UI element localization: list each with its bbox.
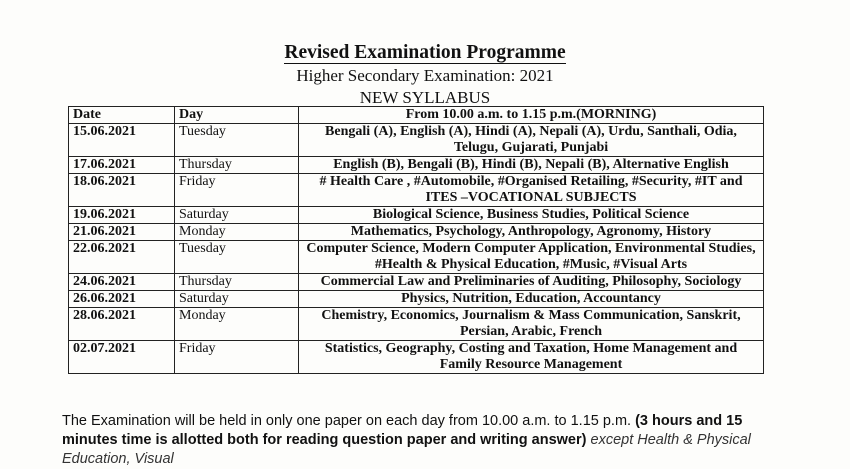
row-day: Saturday xyxy=(175,291,299,308)
table-row xyxy=(69,124,764,157)
row-date: 02.07.2021 xyxy=(69,341,175,374)
row-paper: Mathematics, Psychology, Anthropology, Agronomy, History xyxy=(299,224,764,241)
row-day: Tuesday xyxy=(175,241,299,274)
row-date: 24.06.2021 xyxy=(69,274,175,291)
syllabus-label: NEW SYLLABUS xyxy=(359,88,491,107)
document-subtitle: Higher Secondary Examination: 2021 xyxy=(296,66,554,85)
row-day: Thursday xyxy=(175,157,299,174)
table-row xyxy=(69,157,764,174)
table-row xyxy=(69,207,764,224)
row-paper: Chemistry, Economics, Journalism & Mass Communication, Sanskrit, Persian, Arabic, French xyxy=(299,308,764,341)
table-row xyxy=(69,274,764,291)
row-date: 21.06.2021 xyxy=(69,224,175,241)
row-paper: Statistics, Geography, Costing and Taxation, Home Management and Family Resource Management xyxy=(299,341,764,374)
row-day: Tuesday xyxy=(175,124,299,157)
row-date: 22.06.2021 xyxy=(69,241,175,274)
row-paper: # Health Care , #Automobile, #Organised Retailing, #Security, #IT and ITES –VOCATIONAL SUBJECTS xyxy=(299,174,764,207)
footer-bold-text: (3 hours and 15 minutes time is allotted both for reading question paper and writing answer) xyxy=(62,413,743,448)
column-header-date: Date xyxy=(69,107,175,124)
exam-schedule-table xyxy=(68,106,764,374)
table-row xyxy=(69,308,764,341)
footer-text: The Examination will be held in only one paper on each day from 10.00 a.m. to 1.15 p.m. xyxy=(62,413,632,429)
row-paper: Physics, Nutrition, Education, Accountancy xyxy=(299,291,764,308)
row-paper: Computer Science, Modern Computer Application, Environmental Studies, #Health & Physical Education, #Music, #Visual Arts xyxy=(299,241,764,274)
row-date: 26.06.2021 xyxy=(69,291,175,308)
row-day: Monday xyxy=(175,224,299,241)
row-date: 17.06.2021 xyxy=(69,157,175,174)
row-day: Friday xyxy=(175,341,299,374)
table-row xyxy=(69,341,764,374)
row-day: Saturday xyxy=(175,207,299,224)
row-paper: Biological Science, Business Studies, Political Science xyxy=(299,207,764,224)
row-paper: English (B), Bengali (B), Hindi (B), Nepali (B), Alternative English xyxy=(299,157,764,174)
column-header-day: Day xyxy=(175,107,299,124)
row-date: 28.06.2021 xyxy=(69,308,175,341)
table-row xyxy=(69,241,764,274)
row-paper: Commercial Law and Preliminaries of Auditing, Philosophy, Sociology xyxy=(299,274,764,291)
table-row xyxy=(69,224,764,241)
row-date: 19.06.2021 xyxy=(69,207,175,224)
column-header-paper: From 10.00 a.m. to 1.15 p.m.(MORNING) xyxy=(299,107,764,124)
row-day: Friday xyxy=(175,174,299,207)
footer-note xyxy=(62,412,792,469)
table-header-row xyxy=(69,107,764,124)
row-date: 18.06.2021 xyxy=(69,174,175,207)
row-day: Monday xyxy=(175,308,299,341)
footer-italic-text: except Health & Physical Education, Visual xyxy=(62,432,751,467)
table-row xyxy=(69,291,764,308)
title-text: Revised Examination Programme xyxy=(284,42,566,63)
row-date: 15.06.2021 xyxy=(69,124,175,157)
table-row xyxy=(69,174,764,207)
document-title xyxy=(0,42,850,64)
row-paper: Bengali (A), English (A), Hindi (A), Nepali (A), Urdu, Santhali, Odia, Telugu, Gujarati, Punjabi xyxy=(299,124,764,157)
row-day: Thursday xyxy=(175,274,299,291)
